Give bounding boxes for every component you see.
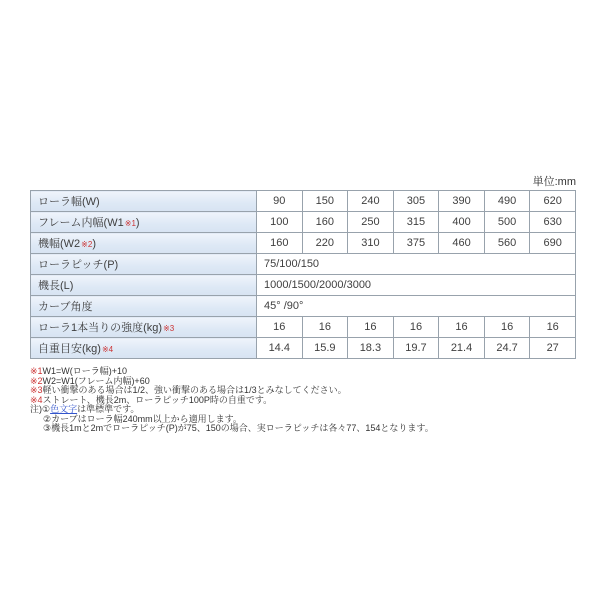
note-number: ③: [43, 423, 52, 433]
cell-value: 160: [302, 212, 348, 233]
cell-value: 16: [302, 317, 348, 338]
row-label: [31, 212, 257, 233]
footnote-marker: ※3: [30, 385, 43, 395]
table-row: [31, 212, 576, 233]
row-label-text: 自重目安(kg): [38, 343, 101, 355]
cell-value: 690: [530, 233, 576, 254]
cell-value: 240: [348, 191, 394, 212]
footnote-marker: ※4: [30, 394, 43, 405]
cell-value: 18.3: [348, 338, 394, 359]
row-label: [31, 275, 257, 296]
row-label-text: フレーム内幅(W1: [38, 217, 124, 229]
row-label: [31, 233, 257, 254]
cell-value: 21.4: [439, 338, 485, 359]
note-text: 機長1mと2mでローラピッチ(P)が75、150の場合、実ローラピッチは各々77、154となります。: [51, 423, 434, 433]
unit-label: 単位:mm: [532, 176, 576, 188]
cell-value: 150: [302, 191, 348, 212]
cell-value: 630: [530, 212, 576, 233]
note-ref-mark: ※4: [101, 345, 114, 354]
row-label-text: ): [135, 217, 140, 229]
footnote-text: W1=W(ローラ幅)+10: [42, 366, 128, 376]
cell-value: 16: [393, 317, 439, 338]
row-label: [31, 254, 257, 275]
notes-block: [30, 405, 585, 434]
footnote-text: ストレート、機長2m、ローラピッチ100P時の自重です。: [42, 394, 273, 405]
cell-value: 100: [257, 212, 303, 233]
cell-value: 220: [302, 233, 348, 254]
footnote-text: W2=W1(フレーム内幅)+60: [42, 375, 150, 386]
cell-value: 16: [257, 317, 303, 338]
cell-value: 15.9: [302, 338, 348, 359]
note-line: [30, 424, 585, 434]
row-label: [31, 338, 257, 359]
note-ref-mark: ※3: [163, 324, 175, 333]
colored-text-sample: 色文字: [50, 404, 78, 414]
cell-value: 160: [257, 233, 303, 254]
cell-value: 390: [439, 191, 485, 212]
cell-value: 16: [439, 317, 485, 338]
cell-value: 19.7: [393, 338, 439, 359]
row-label-text: カーブ角度: [38, 301, 93, 313]
spec-table-body: [31, 191, 576, 359]
footnote-list: [30, 367, 585, 405]
row-label: [31, 296, 257, 317]
cell-value: 375: [393, 233, 439, 254]
cell-value: 490: [484, 191, 530, 212]
cell-value: 14.4: [257, 338, 303, 359]
cell-value: 90: [257, 191, 303, 212]
row-label: [31, 317, 257, 338]
cell-value: 16: [484, 317, 530, 338]
row-label-text: ローラ1本当りの強度(kg): [38, 322, 163, 334]
cell-value: 500: [484, 212, 530, 233]
row-label-text: ローラピッチ(P): [38, 259, 119, 271]
table-row: [31, 254, 576, 275]
cell-value: 16: [348, 317, 394, 338]
note-ref-mark: ※2: [81, 240, 93, 249]
table-row: [31, 233, 576, 254]
cell-value: 460: [439, 233, 485, 254]
note-number: ②: [43, 413, 52, 424]
footnote-marker: ※2: [30, 375, 43, 386]
note-ref-mark: ※1: [124, 219, 136, 228]
table-row: [31, 296, 576, 317]
cell-value: 620: [530, 191, 576, 212]
table-row: [31, 191, 576, 212]
cell-value: 310: [348, 233, 394, 254]
cell-value: 315: [393, 212, 439, 233]
row-label-text: ローラ幅(W): [38, 196, 100, 208]
row-merged-value: 45° /90°: [257, 296, 576, 317]
notes-prefix: 注): [30, 404, 42, 414]
footnote-area: [30, 367, 585, 434]
cell-value: 24.7: [484, 338, 530, 359]
cell-value: 27: [530, 338, 576, 359]
row-label-text: 機長(L): [38, 280, 74, 292]
row-merged-value: 1000/1500/2000/3000: [257, 275, 576, 296]
footnote-text: 軽い衝撃のある場合は1/2、強い衝撃のある場合は1/3とみなしてください。: [42, 385, 347, 395]
table-row: [31, 317, 576, 338]
cell-value: 400: [439, 212, 485, 233]
note-text: カーブはローラ幅240mm以上から適用します。: [51, 413, 242, 424]
cell-value: 305: [393, 191, 439, 212]
cell-value: 560: [484, 233, 530, 254]
row-merged-value: 75/100/150: [257, 254, 576, 275]
footnote-marker: ※1: [30, 366, 43, 376]
row-label: [31, 191, 257, 212]
cell-value: 16: [530, 317, 576, 338]
cell-value: 250: [348, 212, 394, 233]
spec-table: [30, 190, 576, 359]
table-row: [31, 275, 576, 296]
note-number: ①: [42, 404, 51, 414]
table-row: [31, 338, 576, 359]
row-label-text: 機幅(W2: [38, 238, 81, 250]
row-label-text: ): [92, 238, 96, 250]
note-text: は準標準です。: [77, 404, 140, 414]
